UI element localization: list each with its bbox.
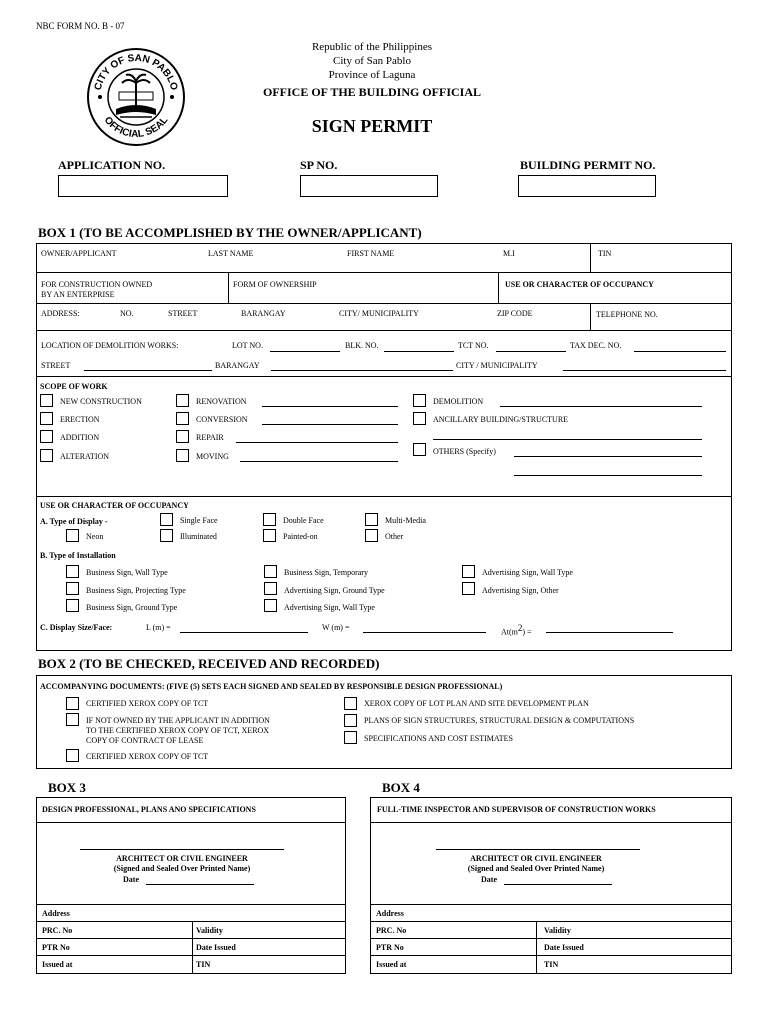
building-permit-no-label: BUILDING PERMIT NO. <box>520 158 656 172</box>
for-construction-label: FOR CONSTRUCTION OWNED <box>41 280 153 289</box>
moving-field[interactable] <box>240 461 398 462</box>
form-ownership-label: FORM OF OWNERSHIP <box>233 280 317 289</box>
others-field[interactable] <box>514 456 702 457</box>
inst-3-checkbox[interactable] <box>66 599 79 612</box>
renovation-checkbox[interactable] <box>176 394 189 407</box>
tax-dec-label: TAX DEC. NO. <box>570 341 622 350</box>
lot-no-field[interactable] <box>270 351 340 352</box>
accompanying-label: ACCOMPANYING DOCUMENTS: (FIVE (5) SETS EACH SIGNED AND SEALED BY RESPONSIBLE DESIGN PROFESSIONAL) <box>40 682 503 691</box>
alteration-checkbox[interactable] <box>40 449 53 462</box>
box3-ptr-label: PTR No <box>42 943 70 952</box>
painted-on-label: Painted-on <box>283 532 318 541</box>
city2-label: CITY / MUNICIPALITY <box>456 361 538 370</box>
telephone-label: TELEPHONE NO. <box>596 310 658 319</box>
box4-prc-label: PRC. No <box>376 926 407 935</box>
inst-6-label: Advertising Sign, Wall Type <box>284 603 375 612</box>
use-occupancy-label: USE OR CHARACTER OF OCCUPANCY <box>40 501 189 510</box>
width-field[interactable] <box>363 632 486 633</box>
demolition-label: DEMOLITION <box>433 397 484 406</box>
doc4-label: XEROX COPY OF LOT PLAN AND SITE DEVELOPMENT PLAN <box>364 699 589 708</box>
doc4-checkbox[interactable] <box>344 697 357 710</box>
inst-1-checkbox[interactable] <box>66 565 79 578</box>
repair-label: REPAIR <box>196 433 224 442</box>
type-display-label: A. Type of Display - <box>40 517 108 526</box>
addition-checkbox[interactable] <box>40 430 53 443</box>
addition-label: ADDITION <box>60 433 100 442</box>
other-display-checkbox[interactable] <box>365 529 378 542</box>
length-label: L (m) = <box>146 623 171 632</box>
box3-title: BOX 3 <box>48 780 86 795</box>
inst-7-label: Advertising Sign, Wall Type <box>482 568 573 577</box>
blk-no-label: BLK. NO. <box>345 341 379 350</box>
city-seal <box>86 47 186 147</box>
illuminated-checkbox[interactable] <box>160 529 173 542</box>
doc5-checkbox[interactable] <box>344 714 357 727</box>
box3-validity-label: Validity <box>196 926 223 935</box>
conversion-field[interactable] <box>262 424 398 425</box>
renovation-label: RENOVATION <box>196 397 247 406</box>
inst-4-label: Business Sign, Temporary <box>284 568 368 577</box>
inst-5-checkbox[interactable] <box>264 582 277 595</box>
doc2-line2: TO THE CERTIFIED XEROX COPY OF TCT, XEROX <box>86 726 270 735</box>
double-face-checkbox[interactable] <box>263 513 276 526</box>
inst-5-label: Advertising Sign, Ground Type <box>284 586 385 595</box>
others-checkbox[interactable] <box>413 443 426 456</box>
area-label: $At(m^2)$ = <box>501 623 532 637</box>
box4-date-issued-label: Date Issued <box>544 943 584 952</box>
barangay2-field[interactable] <box>271 370 453 371</box>
scope-label: SCOPE OF WORK <box>40 382 108 391</box>
box4-title: BOX 4 <box>382 780 420 795</box>
moving-label: MOVING <box>196 452 229 461</box>
box3-date-field[interactable] <box>146 884 254 885</box>
box3-heading: DESIGN PROFESSIONAL, PLANS ANO SPECIFICATIONS <box>42 805 256 814</box>
box3-sig-sub: (Signed and Sealed Over Printed Name) <box>113 864 251 873</box>
application-no-field[interactable] <box>58 175 228 197</box>
box3-prc-label: PRC. No <box>42 926 73 935</box>
inst-2-checkbox[interactable] <box>66 582 79 595</box>
inst-7-checkbox[interactable] <box>462 565 475 578</box>
repair-checkbox[interactable] <box>176 430 189 443</box>
box4-heading: FULL-TIME INSPECTOR AND SUPERVISOR OF CONSTRUCTION WORKS <box>377 805 656 814</box>
demolition-checkbox[interactable] <box>413 394 426 407</box>
type-installation-label: B. Type of Installation <box>40 551 116 560</box>
doc5-label: PLANS OF SIGN STRUCTURES, STRUCTURAL DESIGN & COMPUTATIONS <box>364 716 635 725</box>
first-name-label: FIRST NAME <box>347 249 395 258</box>
box4-tin-label: TIN <box>544 960 559 969</box>
city-label: CITY/ MUNICIPALITY <box>339 309 419 318</box>
others-field-2[interactable] <box>514 475 702 476</box>
others-label: OTHERS (Specify) <box>433 447 496 456</box>
header-province: Province of Laguna <box>328 69 416 81</box>
tax-dec-field[interactable] <box>634 351 726 352</box>
single-face-checkbox[interactable] <box>160 513 173 526</box>
inst-3-label: Business Sign, Ground Type <box>86 603 178 612</box>
location-label: LOCATION OF DEMOLITION WORKS: <box>41 341 179 350</box>
box3-date-issued-label: Date Issued <box>196 943 236 952</box>
address-no-label: NO. <box>120 309 134 318</box>
box4-issued-at-label: Issued at <box>376 960 407 969</box>
ancillary-field[interactable] <box>433 439 702 440</box>
inst-6-checkbox[interactable] <box>264 599 277 612</box>
box1-title: BOX 1 (TO BE ACCOMPLISHED BY THE OWNER/APPLICANT) <box>38 225 422 240</box>
demolition-field[interactable] <box>500 406 702 407</box>
box4-sig-title: ARCHITECT OR CIVIL ENGINEER <box>470 854 602 863</box>
doc3-label: CERTIFIED XEROX COPY OF TCT <box>86 752 209 761</box>
double-face-label: Double Face <box>283 516 324 525</box>
inst-4-checkbox[interactable] <box>264 565 277 578</box>
area-field[interactable] <box>546 632 673 633</box>
barangay2-label: BARANGAY <box>215 361 260 370</box>
blk-no-field[interactable] <box>384 351 454 352</box>
ancillary-checkbox[interactable] <box>413 412 426 425</box>
lot-no-label: LOT NO. <box>232 341 263 350</box>
address-label: ADDRESS: <box>41 309 80 318</box>
city2-field[interactable] <box>563 370 726 371</box>
box3-issued-at-label: Issued at <box>42 960 73 969</box>
box4-date-field[interactable] <box>504 884 612 885</box>
box3-date-label: Date <box>123 875 139 884</box>
erection-checkbox[interactable] <box>40 412 53 425</box>
doc3-checkbox[interactable] <box>66 749 79 762</box>
svg-text:OFFICIAL SEAL: OFFICIAL SEAL <box>101 114 171 141</box>
box4-sig-sub: (Signed and Sealed Over Printed Name) <box>467 864 605 873</box>
box3-address-label: Address <box>42 909 70 918</box>
doc2-line3: COPY OF CONTRACT OF LEASE <box>86 736 204 745</box>
doc6-label: SPECIFICATIONS AND COST ESTIMATES <box>364 734 513 743</box>
display-size-label: C. Display Size/Face: <box>40 623 113 632</box>
width-label: W (m) = <box>322 623 350 632</box>
box3-signature-line[interactable] <box>80 849 284 850</box>
doc6-checkbox[interactable] <box>344 731 357 744</box>
use-character-label: USE OR CHARACTER OF OCCUPANCY <box>505 280 654 289</box>
box3-sig-title: ARCHITECT OR CIVIL ENGINEER <box>116 854 248 863</box>
conversion-label: CONVERSION <box>196 415 248 424</box>
doc1-checkbox[interactable] <box>66 697 79 710</box>
inst-8-label: Advertising Sign, Other <box>482 586 559 595</box>
barangay-label: BARANGAY <box>241 309 286 318</box>
building-permit-no-field[interactable] <box>518 175 656 197</box>
header-country: Republic of the Philippines <box>311 41 433 53</box>
sp-no-field[interactable] <box>300 175 438 197</box>
neon-label: Neon <box>86 532 104 541</box>
doc2-line1: IF NOT OWNED BY THE APPLICANT IN ADDITION <box>86 716 270 725</box>
mi-label: M.I <box>503 249 515 258</box>
multi-media-checkbox[interactable] <box>365 513 378 526</box>
box2-title: BOX 2 (TO BE CHECKED, RECEIVED AND RECORDED) <box>38 656 380 671</box>
box4-signature-line[interactable] <box>436 849 640 850</box>
header-office: OFFICE OF THE BUILDING OFFICIAL <box>262 85 482 99</box>
painted-on-checkbox[interactable] <box>263 529 276 542</box>
single-face-label: Single Face <box>180 516 218 525</box>
box4-validity-label: Validity <box>544 926 571 935</box>
alteration-label: ALTERATION <box>60 452 110 461</box>
tct-no-field[interactable] <box>496 351 566 352</box>
inst-2-label: Business Sign, Projecting Type <box>86 586 186 595</box>
sp-no-label: SP NO. <box>300 158 338 172</box>
box4-ptr-label: PTR No <box>376 943 404 952</box>
renovation-field[interactable] <box>262 406 398 407</box>
repair-field[interactable] <box>236 442 398 443</box>
by-enterprise-label: BY AN ENTERPRISE <box>41 290 115 299</box>
box3 <box>36 797 346 974</box>
neon-checkbox[interactable] <box>66 529 79 542</box>
zip-label: ZIP CODE <box>497 309 533 318</box>
owner-label: OWNER/APPLICANT <box>41 249 117 258</box>
erection-label: ERECTION <box>60 415 100 424</box>
multi-media-label: Multi-Media <box>385 516 426 525</box>
new-construction-checkbox[interactable] <box>40 394 53 407</box>
header-city: City of San Pablo <box>333 55 411 67</box>
conversion-checkbox[interactable] <box>176 412 189 425</box>
street2-label: STREET <box>41 361 71 370</box>
length-field[interactable] <box>180 632 308 633</box>
moving-checkbox[interactable] <box>176 449 189 462</box>
doc1-label: CERTIFIED XEROX COPY OF TCT <box>86 699 209 708</box>
page-title: SIGN PERMIT <box>311 116 433 136</box>
application-no-label: APPLICATION NO. <box>58 158 166 172</box>
box4-date-label: Date <box>481 875 497 884</box>
illuminated-label: Illuminated <box>180 532 217 541</box>
ancillary-label: ANCILLARY BUILDING/STRUCTURE <box>433 415 569 424</box>
street-label: STREET <box>168 309 198 318</box>
other-display-label: Other <box>385 532 404 541</box>
box3-tin-label: TIN <box>196 960 211 969</box>
doc2-checkbox[interactable] <box>66 713 79 726</box>
street2-field[interactable] <box>84 370 212 371</box>
tct-no-label: TCT NO. <box>458 341 489 350</box>
inst-1-label: Business Sign, Wall Type <box>86 568 168 577</box>
inst-8-checkbox[interactable] <box>462 582 475 595</box>
tin-label: TIN <box>598 249 612 258</box>
box4-address-label: Address <box>376 909 404 918</box>
new-construction-label: NEW CONSTRUCTION <box>60 397 142 406</box>
last-name-label: LAST NAME <box>208 249 254 258</box>
form-number: NBC FORM NO. B - 07 <box>36 21 125 31</box>
svg-text:CITY OF SAN PABLO: CITY OF SAN PABLO <box>92 52 180 92</box>
